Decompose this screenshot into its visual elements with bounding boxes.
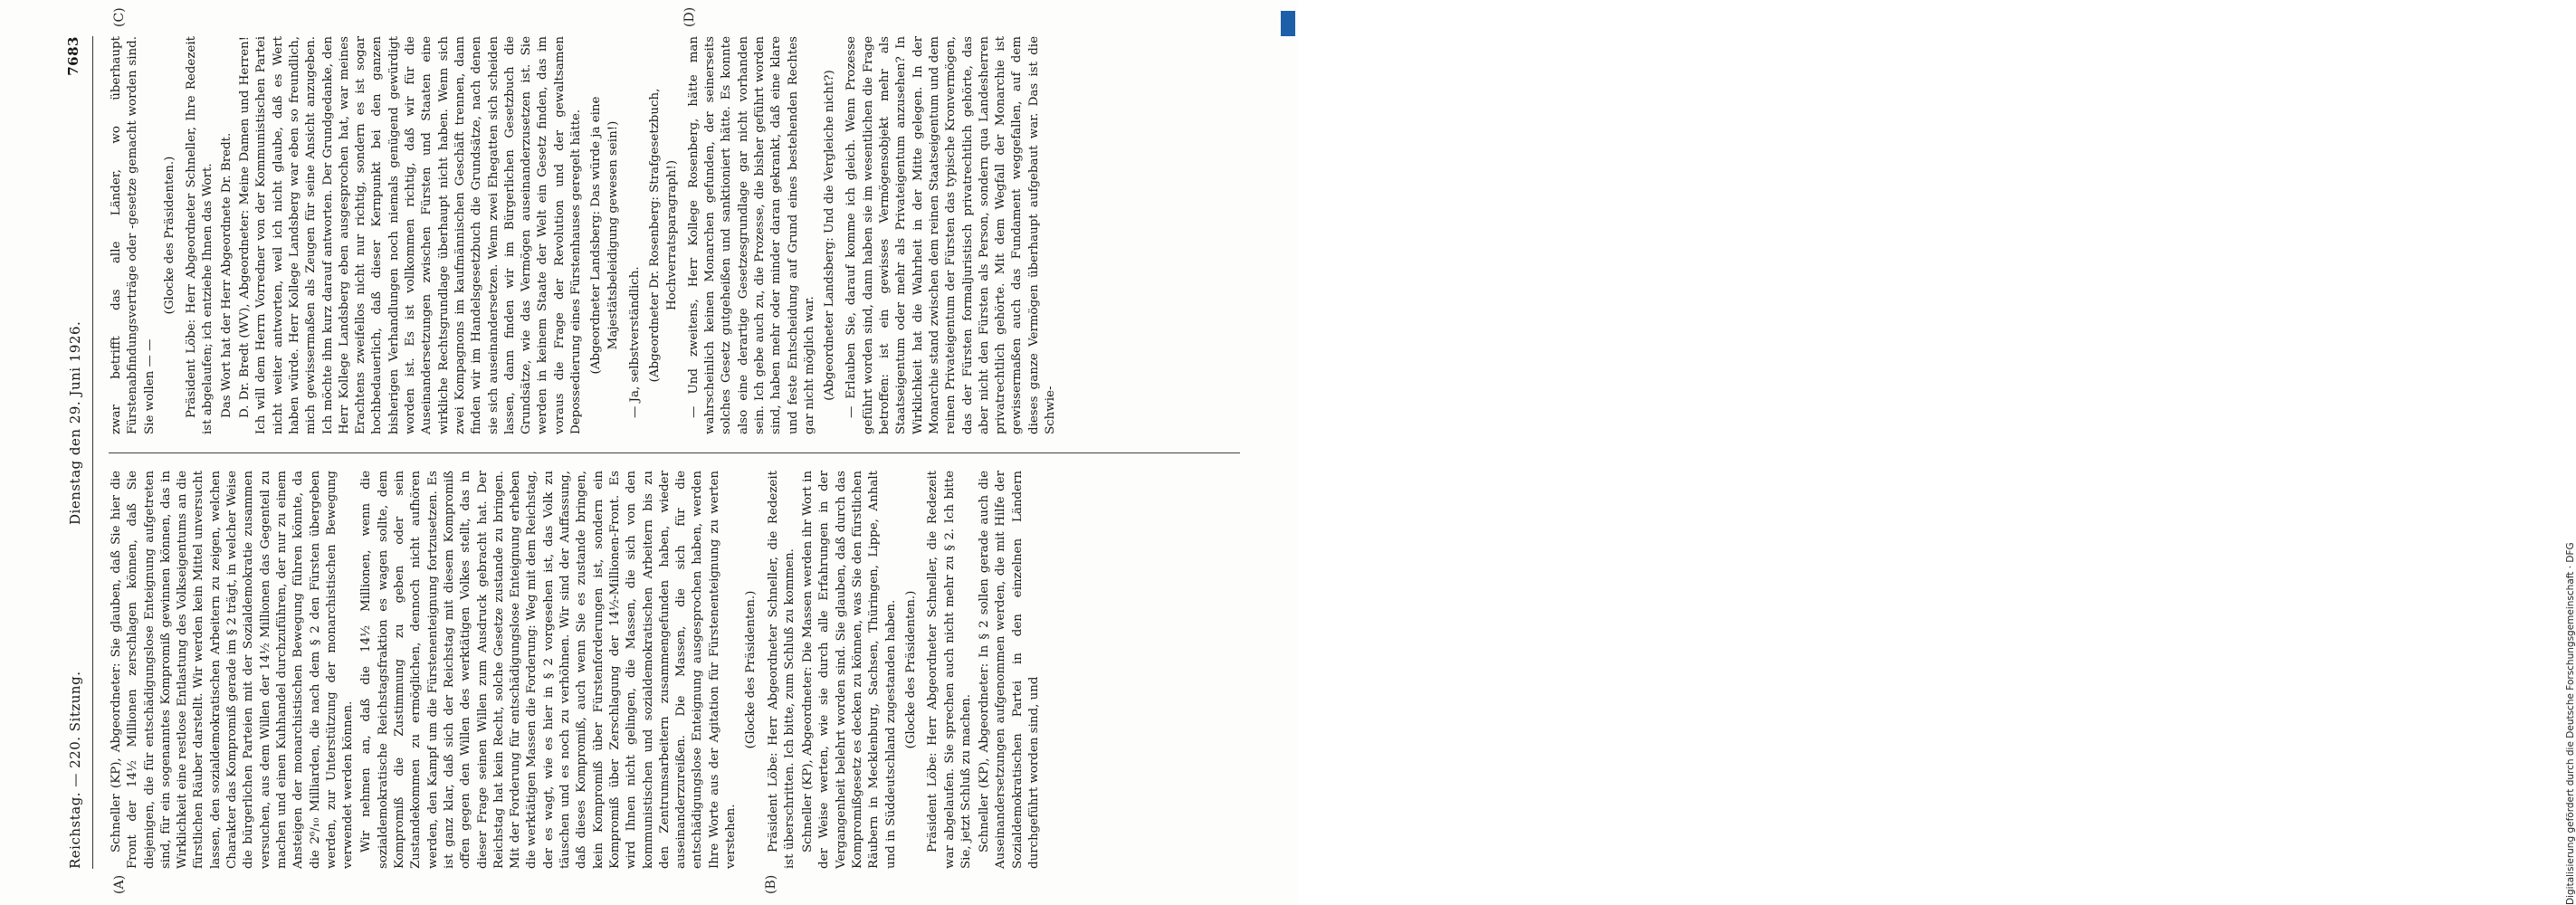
digitization-note <box>1276 9 2576 905</box>
margin-mark-c: (C) <box>112 7 127 27</box>
header-rule <box>92 36 93 869</box>
header-left: Reichstag. — 220. Sitzung. <box>67 671 83 869</box>
left-column <box>109 471 1045 869</box>
right-column <box>109 36 1061 434</box>
interjection: (Abgeordneter Dr. Rosenberg: Strafgesetzbuch, Hochverratsparagraph!) <box>648 88 679 383</box>
rotated-text-page <box>58 6 1262 894</box>
page-number: 7683 <box>65 36 81 76</box>
running-header <box>58 36 94 869</box>
paragraph: — Und zweitens, Herr Kollege Rosenberg, hätte man wahrscheinlich keinen Monarchen gefunden, der seinerseits solches Gesetz gutgeheißen und sanktioniert hätte. Es konnte also eine derartige Gesetzesgrundlage gar nicht vorhanden sein. Ich gebe auch zu, die Prozesse, die bisher geführt worden sind, haben mehr oder minder daran gekrankt, daß eine klare und feste Entscheidung auf Grund eines bestehenden Rechtes gar nicht möglich war. <box>686 36 816 434</box>
paragraph: — Ja, selbstverständlich. <box>627 266 642 418</box>
paragraph: Wir nehmen an, daß die 14½ Millionen, wenn die sozialdemokratische Reichstagsfraktion es wagen sollte, dem Kompromiß die Zustimmung zu geben oder sein Zustandekommen zu ermöglichen, dennoch nicht aufhören werden, den Kampf um die Fürstenenteignung fortzusetzen. Es ist ganz klar, daß sich der Reichstag mit diesem Kompromiß offen gegen den Willen des werktätigen Volkes stellt, das in dieser Frage seinen Willen zum Ausdruck gebracht hat. Der Reichstag hat kein Recht, solche Gesetze zustande zu bringen. Mit der Forderung für entschädigungslose Enteignung erheben die werktätigen Massen die Forderung: Weg mit dem Reichstag, der es wagt, wie es hier in § 2 vorgesehen ist, das Volk zu täuschen und es noch zu verhöhnen. Wir sind der Auffassung, daß dieses Kompromiß, auch wenn Sie es zustande bringen, kein Kompromiß über Fürstenforderungen ist, sondern ein Kompromiß über Zerschlagung der 14½-Millionen-Front. Es wird Ihnen nicht gelingen, die Massen, die sich von den kommunistischen und sozialdemokratischen Arbeitern bis zu den Zentrumsarbeitern zusammengefunden haben, wieder auseinanderzureißen. Die Massen, die sich für die entschädigungslose Enteignung ausgesprochen haben, werden Ihre Worte aus der Agitation für Fürstenenteignung zu werten verstehen. <box>359 471 738 869</box>
stage-direction: (Glocke des Präsidenten.) <box>744 590 758 749</box>
column-rule <box>109 452 1240 453</box>
stage-direction: (Glocke des Präsidenten.) <box>903 590 918 749</box>
margin-mark-d: (D) <box>682 6 697 27</box>
margin-mark-a: (A) <box>112 874 127 894</box>
paragraph: Schneller (KP), Abgeordneter: Sie glauben, daß Sie hier die Front der 14½ Millionen zerschlagen können, daß Sie diejenigen, die für entschädigungslose Enteignung aufgetreten sind, für ein sogenanntes Kompromiß gewinnen können, das in Wirklichkeit eine restlose Entlastung des Volkseigentums an die fürstlichen Räuber darstellt. Wir werden kein Mittel unversucht lassen, den sozialdemokratischen Arbeitern zu zeigen, welchen Charakter das Kompromiß gerade im § 2 trägt, in welcher Weise die bürgerlichen Parteien mit der Sozialdemokratie zusammen versuchen, aus dem Willen der 14½ Millionen das Gegenteil zu machen und einen Kuhhandel durchzuführen, der nur zu einem Ansteigen der monarchistischen Bewegung führen könnte, da die 2⁶/₁₀ Milliarden, die nach dem § 2 den Fürsten übergeben werden, zur Unterstützung der monarchistischen Bewegung verwendet werden können. <box>110 471 356 869</box>
paragraph: Präsident Löbe: Herr Abgeordneter Schneller, die Redezeit ist überschritten. Ich bitte, zum Schluß zu kommen. <box>766 471 797 869</box>
paragraph: Präsident Löbe: Herr Abgeordneter Schneller, die Redezeit war abgelaufen. Sie sprechen auch nicht mehr zu § 2. Ich bitte Sie, jetzt Schluß zu machen. <box>926 471 973 869</box>
paragraph: D. Dr. Bredt (WV), Abgeordneter: Meine Damen und Herren! Ich will dem Herrn Vorredner von der Kommunistischen Partei nicht weiter antworten, weil ich nicht glaube, daß es Wert haben würde. Herr Kollege Landsberg war eben so freundlich, mich gewissermaßen als Zeugen für seine Ansicht anzugeben. Ich möchte ihm kurz darauf antworten. Der Grundgedanke, den Herr Kollege Landsberg eben ausgesprochen hat, war meines Erachtens zweifellos nicht nur richtig, sondern es ist sogar hochbedauerlich, daß dieser Kernpunkt bei den ganzen bisherigen Verhandlungen noch niemals genügend gewürdigt worden ist. Es ist vollkommen richtig, daß wir für die Auseinandersetzungen zwischen Fürsten und Staaten eine wirkliche Rechtsgrundlage überhaupt nicht haben. Wenn sich zwei Kompagnons im kaufmännischen Geschäft trennen, dann finden wir im Handelsgesetzbuch die Grundsätze, nach denen sie sich auseinandersetzen. Wenn zwei Ehegatten sich scheiden lassen, dann finden wir im Bürgerlichen Gesetzbuch die Grundsätze, wie das Vermögen auseinanderzusetzen ist. Sie werden in keinem Staate der Welt ein Gesetz finden, das im voraus die Frage der Revolution und der gewaltsamen Depossedierung eines Fürstenhauses geregelt hätte. <box>238 36 584 434</box>
paragraph: Schneller (KP), Abgeordneter: In § 2 sollen gerade auch die Auseinandersetzungen aufgenommen werden, die mit Hilfe der Sozialdemokratischen Partei in den einzelnen Ländern durchgeführt worden sind, und <box>978 471 1042 869</box>
header-date: Dienstag den 29. Juni 1926. <box>67 320 83 525</box>
interjection: (Abgeordneter Landsberg: Das würde ja eine Majestätsbeleidigung gewesen sein!) <box>589 96 620 375</box>
paragraph: Schneller (KP), Abgeordneter: Die Massen werden ihr Wort in der Weise werten, wie sie durch alle Erfahrungen in der Vergangenheit belehrt worden sind. Sie glauben, daß durch das Kompromißgesetz es decken zu können, was Sie den fürstlichen Räubern in Mecklenburg, Sachsen, Thüringen, Lippe, Anhalt und in Süddeutschland zugestanden haben. <box>801 471 898 869</box>
paragraph: Das Wort hat der Herr Abgeordnete Dr. Bredt. <box>219 132 234 418</box>
paragraph: Präsident Löbe: Herr Abgeordneter Schneller, Ihre Redezeit ist abgelaufen; ich entziehe Ihnen das Wort. <box>185 36 215 434</box>
paragraph: — Erlauben Sie, darauf komme ich gleich. Wenn Prozesse geführt worden sind, dann haben sie im wesentlichen die Frage betroffen: ist ein gewisses Vermögensobjekt mehr als Staatseigentum oder mehr als Privateigentum anzusehen? In Wirklichkeit hat die Wahrheit in der Mitte gelegen. In der Monarchie stand zwischen dem reinen Staatseigentum und dem reinen Privateigentum der Fürsten das typische Kronvermögen, das der Fürsten formaljuristisch privatrechtlich gehörte, das aber nicht den Fürsten als Person, sondern qua Landesherren privatrechtlich gehörte. Mit dem Wegfall der Monarchie ist gewissermaßen auch das Fundament weggefallen, auf dem dieses ganze Vermögen überhaupt aufgebaut war. Das ist die Schwie- <box>844 36 1058 434</box>
paragraph: zwar betrifft das alle Länder, wo überhaupt Fürstenabfindungsverträge oder -gesetze gemacht worden sind. Sie wollen — — <box>110 36 157 434</box>
margin-mark-b: (B) <box>764 874 778 894</box>
stage-direction: (Glocke des Präsidenten.) <box>162 156 177 315</box>
digitization-note-text: Digitalisierung gefördert durch die Deutsche Forschungsgemeinschaft · DFG <box>2565 542 2576 905</box>
interjection: (Abgeordneter Landsberg: Und die Vergleiche nicht?) <box>823 70 837 401</box>
